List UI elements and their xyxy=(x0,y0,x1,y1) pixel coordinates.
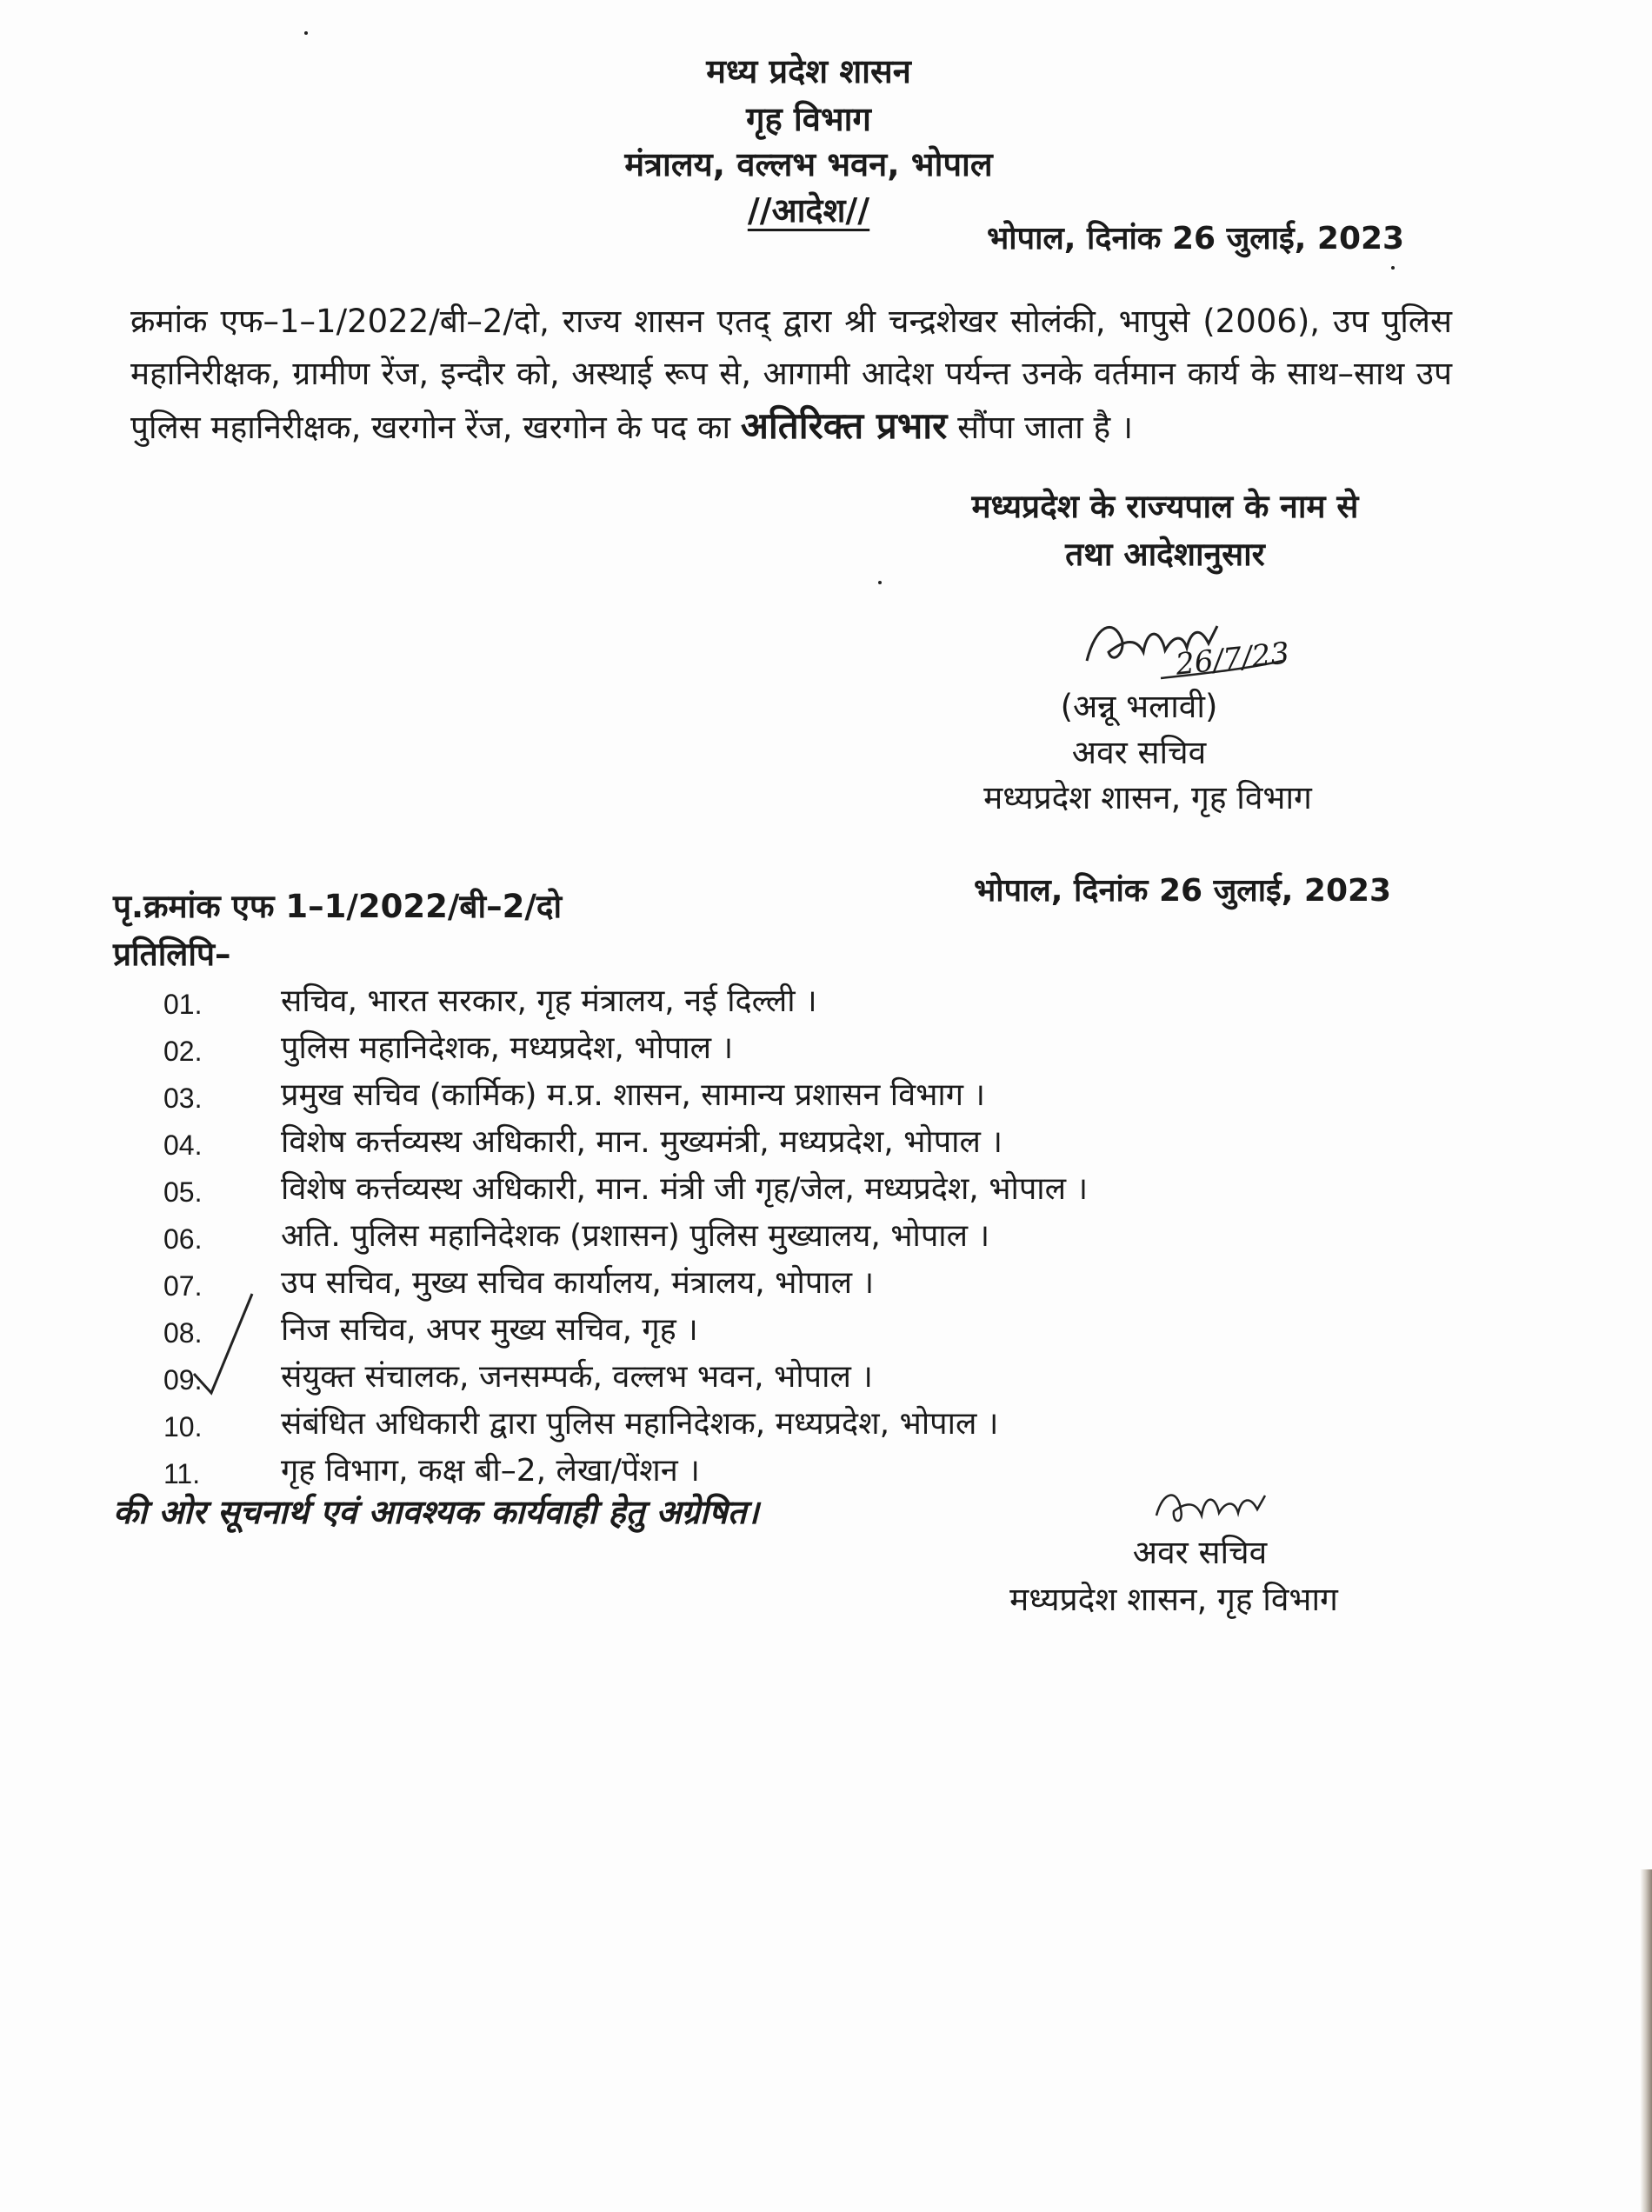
order-body-emphasis: अतिरिक्त प्रभार xyxy=(740,404,948,447)
authority-line-1: मध्यप्रदेश के राज्यपाल के नाम से xyxy=(971,488,1359,525)
forward-note: की ओर सूचनार्थ एवं आवश्यक कार्यवाही हेतु अग्रेषित। xyxy=(113,1493,759,1531)
recipient-text: गृह विभाग, कक्ष बी–2, लेखा/पेंशन । xyxy=(281,1453,700,1489)
page-edge-shadow xyxy=(1640,1869,1652,2212)
recipient-text: अति. पुलिस महानिदेशक (प्रशासन) पुलिस मुख्यालय, भोपाल । xyxy=(281,1218,990,1254)
authority-line-2: तथा आदेशानुसार xyxy=(1065,536,1265,573)
recipient-number: 03. xyxy=(163,1083,203,1114)
recipient-text: विशेष कर्त्तव्यस्थ अधिकारी, मान. मुख्यमंत्री, मध्यप्रदेश, भोपाल । xyxy=(281,1124,1003,1160)
list-item xyxy=(163,1115,1468,1162)
copy-ref-number: पृ.क्रमांक एफ 1–1/2022/बी–2/दो xyxy=(113,888,563,925)
signatory-name: (अन्नू भलावी) xyxy=(1060,688,1218,725)
copy-date: भोपाल, दिनांक 26 जुलाई, 2023 xyxy=(974,873,1392,909)
recipient-text: प्रमुख सचिव (कार्मिक) म.प्र. शासन, सामान्य प्रशासन विभाग । xyxy=(281,1077,986,1113)
recipient-list xyxy=(163,974,1468,1490)
recipient-text: विशेष कर्त्तव्यस्थ अधिकारी, मान. मंत्री जी गृह/जेल, मध्यप्रदेश, भोपाल । xyxy=(281,1171,1089,1207)
order-date: भोपाल, दिनांक 26 जुलाई, 2023 xyxy=(987,221,1405,257)
tick-mark xyxy=(187,1287,265,1400)
recipient-number: 08. xyxy=(163,1317,203,1349)
recipient-text: संबंधित अधिकारी द्वारा पुलिस महानिदेशक, मध्यप्रदेश, भोपाल । xyxy=(281,1406,999,1442)
signature-date: 26/7/23 xyxy=(1174,636,1291,683)
recipient-number: 10. xyxy=(163,1411,203,1442)
list-item xyxy=(163,1396,1468,1443)
order-body xyxy=(130,296,1452,454)
govt-name: मध्य प्रदेश शासन xyxy=(706,52,911,90)
recipient-text: निज सचिव, अपर मुख्य सचिव, गृह । xyxy=(281,1312,698,1348)
list-item xyxy=(163,1349,1468,1396)
order-body-text: क्रमांक एफ–1–1/2022/बी–2/दो, राज्य शासन एतद् द्वारा श्री चन्द्रशेखर सोलंकी, भापुसे (2006), उप पुलिस महानिरीक्षक, ग्रामीण रेंज, इन्दौर को, अस्थाई रूप से, आगामी आदेश पर्यन्त उनके वर्तमान कार्य के साथ–साथ उप पुलिस महानिरीक्षक, खरगोन रेंज, खरगोन के पद का xyxy=(130,303,1452,446)
recipient-text: उप सचिव, मुख्य सचिव कार्यालय, मंत्रालय, भोपाल । xyxy=(281,1265,875,1301)
office-address: मंत्रालय, वल्लभ भवन, भोपाल xyxy=(624,145,993,183)
copy-signatory-department: मध्यप्रदेश शासन, गृह विभाग xyxy=(1009,1581,1338,1618)
list-item xyxy=(163,1068,1468,1115)
recipient-text: संयुक्त संचालक, जनसम्पर्क, वल्लभ भवन, भोपाल । xyxy=(281,1359,873,1395)
signatory-department: मध्यप्रदेश शासन, गृह विभाग xyxy=(983,779,1312,816)
recipient-number: 05. xyxy=(163,1176,203,1208)
recipient-text: सचिव, भारत सरकार, गृह मंत्रालय, नई दिल्ली । xyxy=(281,983,817,1019)
recipient-number: 11. xyxy=(163,1458,201,1489)
list-item xyxy=(163,1256,1468,1303)
recipient-text: पुलिस महानिदेशक, मध्यप्रदेश, भोपाल । xyxy=(281,1030,734,1066)
recipient-number: 06. xyxy=(163,1223,203,1255)
recipient-number: 04. xyxy=(163,1129,203,1161)
recipient-number: 01. xyxy=(163,989,203,1020)
order-title-text: //आदेश// xyxy=(747,191,870,230)
department-name: गृह विभाग xyxy=(746,100,871,138)
stray-mark xyxy=(304,31,308,35)
recipient-number: 09. xyxy=(163,1364,203,1396)
order-body-end: सौंपा जाता है । xyxy=(947,409,1133,446)
signatory-designation: अवर सचिव xyxy=(1071,734,1207,771)
list-item xyxy=(163,1162,1468,1209)
stray-mark xyxy=(878,581,882,584)
stray-mark xyxy=(1391,266,1395,270)
recipient-number: 02. xyxy=(163,1036,203,1067)
list-item xyxy=(163,974,1468,1021)
recipient-number: 07. xyxy=(163,1270,203,1302)
list-item xyxy=(163,1021,1468,1068)
copy-label: प्रतिलिपि– xyxy=(113,936,231,973)
list-item xyxy=(163,1303,1468,1349)
copy-signatory-designation: अवर सचिव xyxy=(1132,1534,1268,1571)
list-item xyxy=(163,1209,1468,1256)
